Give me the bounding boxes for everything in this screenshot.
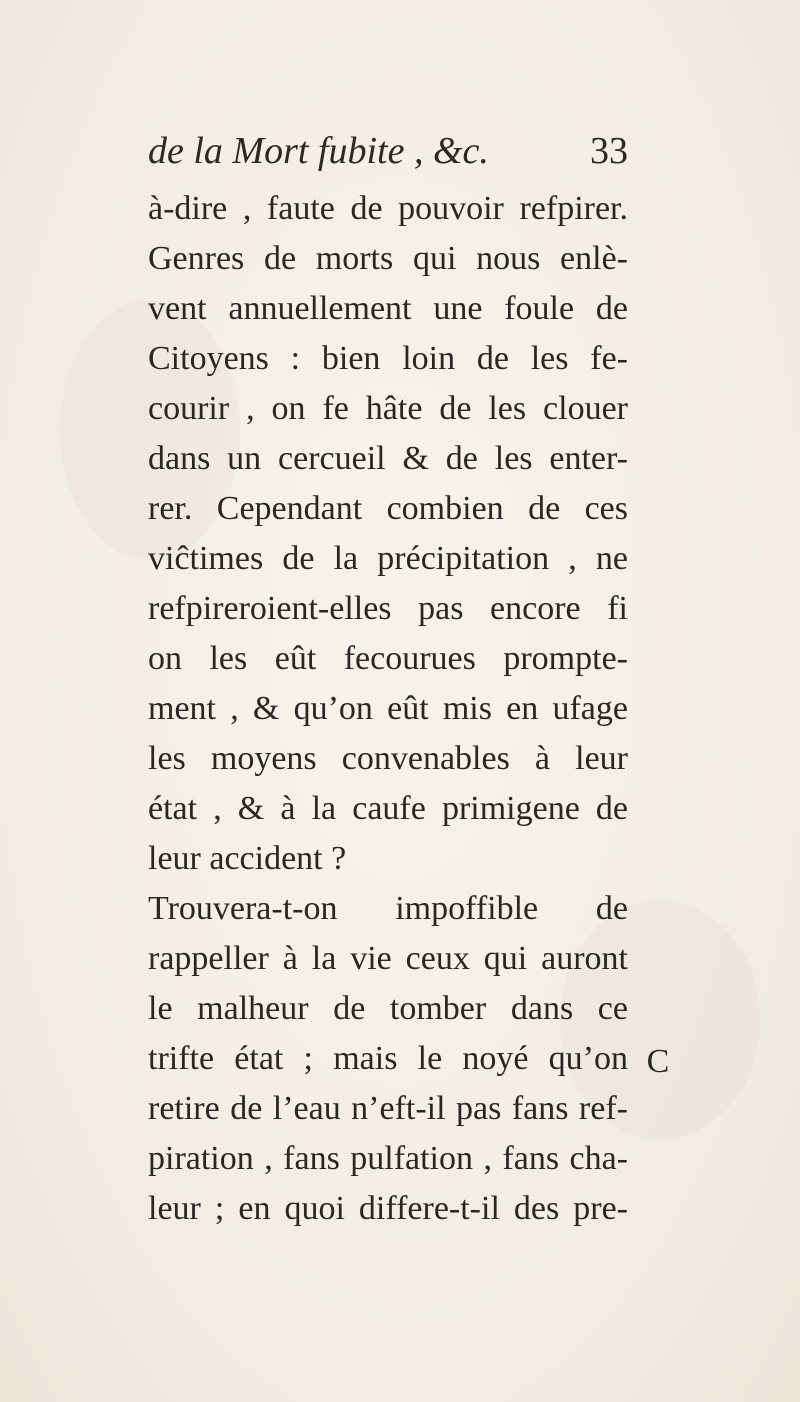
text-line: dans un cercueil & de les enter- — [148, 440, 628, 477]
text-line: à-dire , faute de pouvoir refpirer. — [148, 190, 628, 227]
text-line: on les eût fecourues prompte- — [148, 640, 628, 677]
text-line: état , & à la caufe primigene de — [148, 790, 628, 827]
running-title: de la Mort fubite , &c. — [148, 130, 489, 172]
text-line-paragraph-start: Trouvera-t-on impoffible de — [148, 890, 628, 927]
page-header — [148, 125, 628, 177]
text-line: les moyens convenables à leur — [148, 740, 628, 777]
text-line: vent annuellement une foule de — [148, 290, 628, 327]
text-line: refpireroient-elles pas encore fi — [148, 590, 628, 627]
text-line: rer. Cependant combien de ces — [148, 490, 628, 527]
text-line: Citoyens : bien loin de les fe- — [148, 340, 628, 377]
text-line: retire de l’eau n’eft-il pas fans ref- — [148, 1090, 628, 1127]
text-line: courir , on fe hâte de les clouer — [148, 390, 628, 427]
text-line: leur ; en quoi differe-t-il des pre- — [148, 1190, 628, 1227]
text-line: trifte état ; mais le noyé qu’on — [148, 1040, 628, 1077]
page-number: 33 — [590, 130, 628, 172]
text-line: Genres de morts qui nous enlè- — [148, 240, 628, 277]
text-line: ment , & qu’on eût mis en ufage — [148, 690, 628, 727]
text-line-paragraph-end: leur accident ? — [148, 840, 347, 877]
text-line: le malheur de tomber dans ce — [148, 990, 628, 1027]
text-line: rappeller à la vie ceux qui auront — [148, 940, 628, 977]
text-line: piration , fans pulfation , fans cha- — [148, 1140, 628, 1177]
body-text — [148, 184, 628, 1234]
signature-mark: C — [646, 1043, 670, 1080]
text-line: viĉtimes de la précipitation , ne — [148, 540, 628, 577]
